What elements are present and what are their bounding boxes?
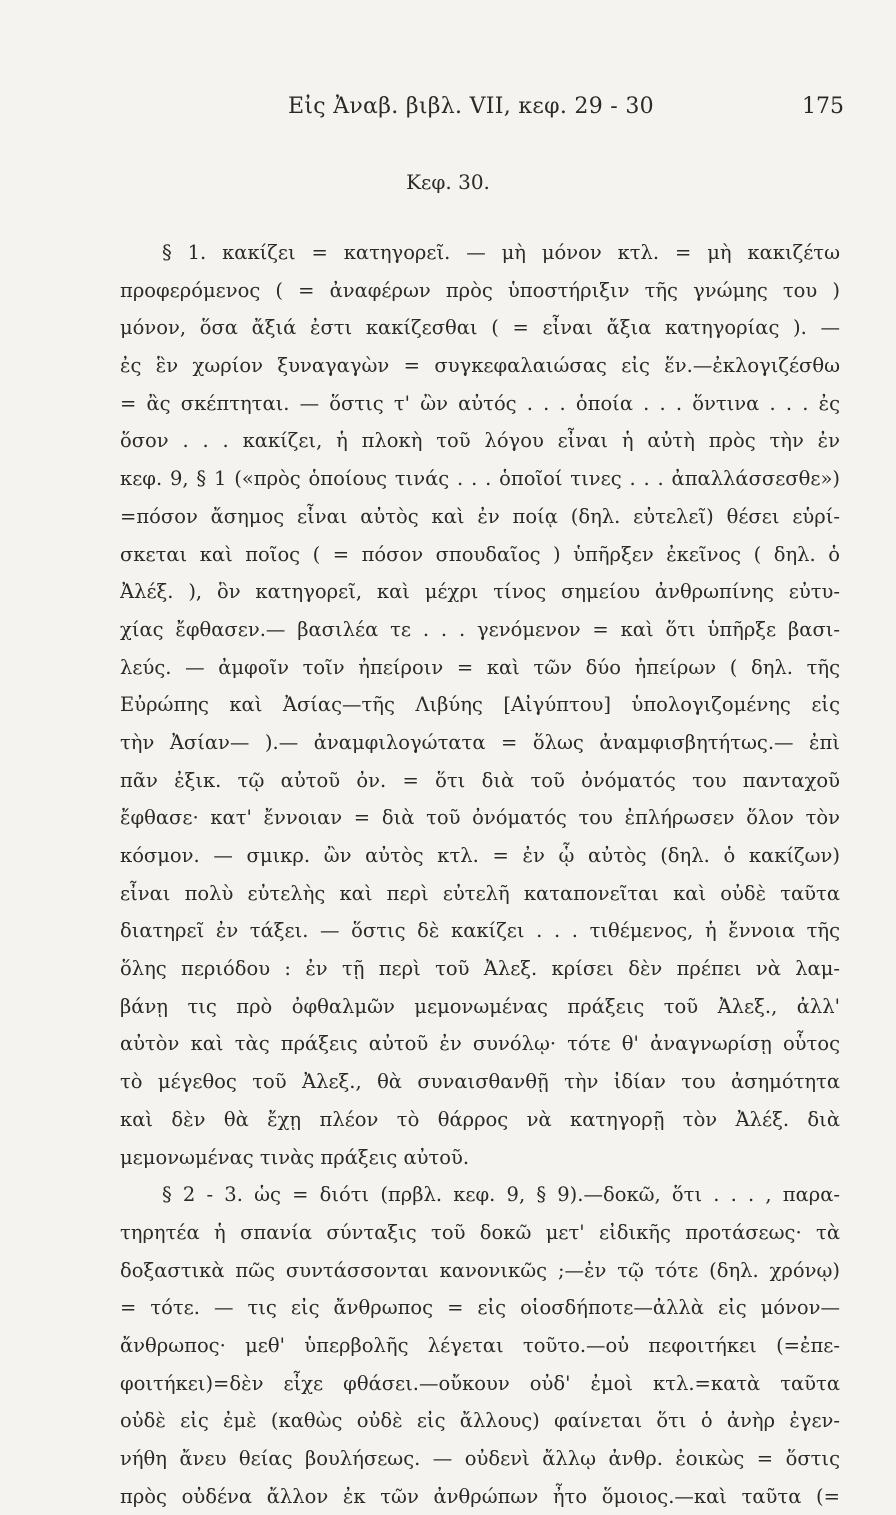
text-line: εἶναι πολὺ εὐτελὴς καὶ περὶ εὐτελῆ καταπονεῖται καὶ οὐδὲ ταῦτα: [120, 881, 840, 905]
running-head: [0, 94, 896, 134]
text-line: νήθη ἄνευ θείας βουλήσεως. — οὐδενὶ ἄλλῳ ἀνθρ. ἐοικὼς = ὅστις: [120, 1447, 840, 1470]
page-number: 175: [802, 94, 844, 119]
text-line: πᾶν ἐξικ. τῷ αὐτοῦ ὀν. = ὅτι διὰ τοῦ ὀνόματός του πανταχοῦ: [120, 768, 840, 792]
text-line: μόνον, ὅσα ἄξιά ἐστι κακίζεσθαι ( = εἶναι ἄξια κατηγορίας ). —: [120, 316, 840, 340]
text-line: ὅλης περιόδου : ἐν τῇ περὶ τοῦ Ἀλεξ. κρίσει δὲν πρέπει νὰ λαμ-: [120, 957, 840, 981]
text-line: λεύς. — ἀμφοῖν τοῖν ἠπείροιν = καὶ τῶν δύο ἠπείρων ( δηλ. τῆς: [120, 655, 840, 679]
text-line: καὶ δὲν θὰ ἔχῃ πλέον τὸ θάρρος νὰ κατηγορῇ τὸν Ἀλέξ. διὰ: [120, 1107, 840, 1131]
text-line: δοξαστικὰ πῶς συντάσσονται κανονικῶς ;—ἐν τῷ τότε (δηλ. χρόνῳ): [120, 1258, 840, 1282]
text-line: τὸ μέγεθος τοῦ Ἀλεξ., θὰ συναισθανθῇ τὴν ἰδίαν του ἀσημότητα: [120, 1070, 840, 1094]
text-line: διατηρεῖ ἐν τάξει. — ὅστις δὲ κακίζει . . . τιθέμενος, ἡ ἔννοια τῆς: [120, 919, 840, 943]
text-line: § 1. κακίζει = κατηγορεῖ. — μὴ μόνον κτλ. = μὴ κακιζέτω: [162, 241, 840, 264]
text-line: φοιτήκει)=δὲν εἶχε φθάσει.—οὔκουν οὐδ' ἐμοὶ κτλ.=κατὰ ταῦτα: [120, 1371, 840, 1395]
text-line: σκεται καὶ ποῖος ( = πόσον σπουδαῖος ) ὑπῆρξεν ἐκεῖνος ( δηλ. ὁ: [120, 542, 840, 566]
text-line: = ἂς σκέπτηται. — ὅστις τ' ὢν αὐτός . . . ὁποία . . . ὅντινα . . . ἐς: [120, 391, 840, 415]
text-line: τηρητέα ἡ σπανία σύνταξις τοῦ δοκῶ μετ' εἰδικῆς προτάσεως· τὰ: [120, 1220, 840, 1244]
text-line: ὅσον . . . κακίζει, ἡ πλοκὴ τοῦ λόγου εἶναι ἡ αὐτὴ πρὸς τὴν ἐν: [120, 429, 840, 453]
text-line: ἄνθρωπος· μεθ' ὑπερβολῆς λέγεται τοῦτο.—οὐ πεφοιτήκει (=ἐπε-: [120, 1333, 840, 1357]
text-line: κεφ. 9, § 1 («πρὸς ὁποίους τινάς . . . ὁποῖοί τινες . . . ἀπαλλάσσεσθε»): [120, 467, 840, 491]
text-line: οὐδὲ εἰς ἐμὲ (καθὼς οὐδὲ εἰς ἄλλους) φαίνεται ὅτι ὁ ἀνὴρ ἐγεν-: [120, 1409, 840, 1433]
text-line: § 2 - 3. ὡς = διότι (πρβλ. κεφ. 9, § 9).—δοκῶ, ὅτι . . . , παρα-: [162, 1183, 840, 1207]
text-line: χίας ἔφθασεν.— βασιλέα τε . . . γενόμενον = καὶ ὅτι ὑπῆρξε βασι-: [120, 617, 840, 641]
text-line: βάνῃ τις πρὸ ὀφθαλμῶν μεμονωμένας πράξεις τοῦ Ἀλεξ., ἀλλ': [120, 994, 840, 1018]
text-line: κόσμον. — σμικρ. ὢν αὐτὸς κτλ. = ἐν ᾧ αὐτὸς (δηλ. ὁ κακίζων): [120, 844, 840, 867]
text-line: προφερόμενος ( = ἀναφέρων πρὸς ὑποστήριξιν τῆς γνώμης του ): [120, 278, 840, 302]
text-line: πρὸς οὐδένα ἄλλον ἐκ τῶν ἀνθρώπων ἦτο ὅμοιος.—καὶ ταῦτα (=: [120, 1484, 840, 1508]
chapter-heading: Κεφ. 30.: [406, 170, 490, 194]
commentary-text: [120, 234, 840, 1515]
text-line: ἐς ἓν χωρίον ξυναγαγὼν = συγκεφαλαιώσας εἰς ἕν.—ἐκλογιζέσθω: [120, 354, 840, 378]
text-line: τὴν Ἀσίαν— ).— ἀναμφιλογώτατα = ὅλως ἀναμφισβητήτως.— ἐπὶ: [120, 730, 840, 754]
text-line: Εὐρώπης καὶ Ἀσίας—τῆς Λιβύης [Αἰγύπτου] ὑπολογιζομένης εἰς: [120, 693, 840, 717]
text-line: αὐτὸν καὶ τὰς πράξεις αὐτοῦ ἐν συνόλῳ· τότε θ' ἀναγνωρίσῃ οὗτος: [120, 1032, 840, 1056]
text-line: =πόσον ἄσημος εἶναι αὐτὸς καὶ ἐν ποίᾳ (δηλ. εὐτελεῖ) θέσει εὑρί-: [120, 504, 840, 528]
text-line: ἔφθασε· κατ' ἔννοιαν = διὰ τοῦ ὀνόματός του ἐπλήρωσεν ὅλον τὸν: [120, 806, 840, 830]
text-line: Ἀλέξ. ), ὃν κατηγορεῖ, καὶ μέχρι τίνος σημείου ἀνθρωπίνης εὐτυ-: [120, 580, 840, 604]
running-head-title: Εἰς Ἀναβ. βιβλ. VII, κεφ. 29 - 30: [288, 94, 654, 119]
text-line: μεμονωμένας τινὰς πράξεις αὐτοῦ.: [120, 1145, 470, 1169]
text-line: = τότε. — τις εἰς ἄνθρωπος = εἰς οἱοσδήποτε—ἀλλὰ εἰς μόνον—: [120, 1296, 840, 1320]
